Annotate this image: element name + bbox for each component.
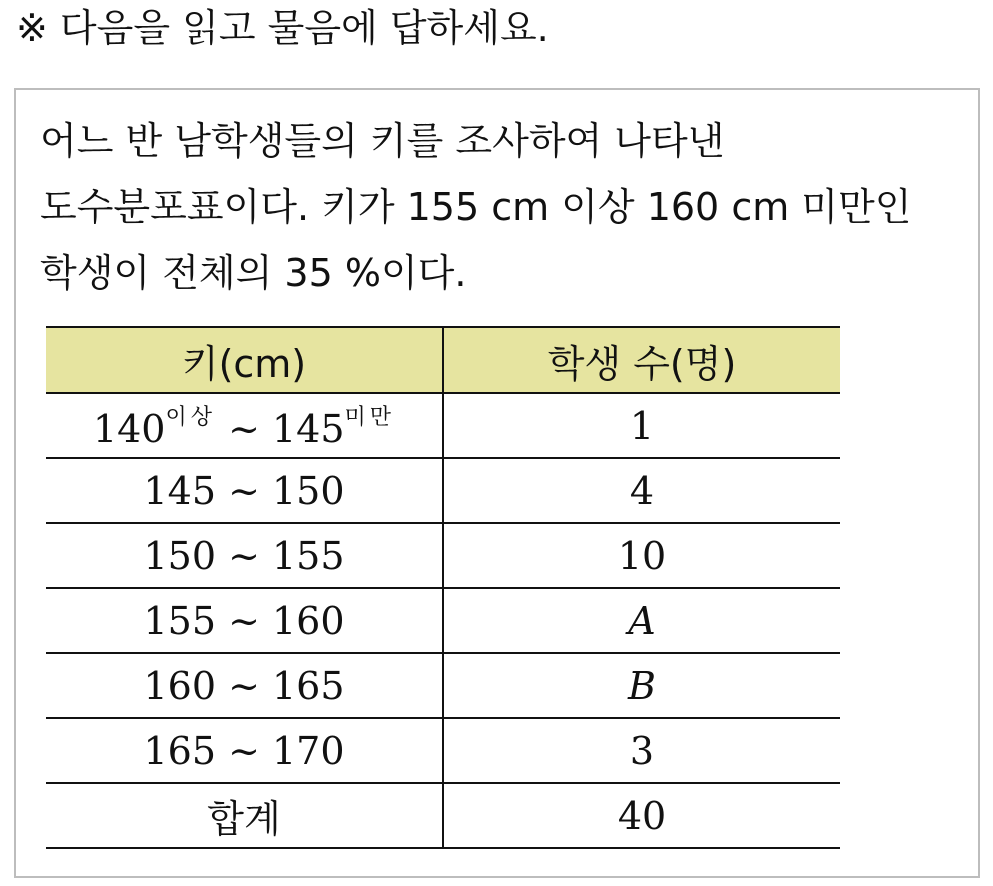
instruction-text: ※ 다음을 읽고 물음에 답하세요. bbox=[16, 6, 549, 50]
range-end-label: 미만 bbox=[344, 405, 396, 430]
table-row bbox=[46, 458, 840, 523]
count-cell-variable-a: A bbox=[443, 588, 840, 653]
range-cell: 150 ~ 155 bbox=[46, 523, 443, 588]
range-cell: 155 ~ 160 bbox=[46, 588, 443, 653]
range-cell: 145 ~ 150 bbox=[46, 458, 443, 523]
table-row bbox=[46, 653, 840, 718]
count-cell: 3 bbox=[443, 718, 840, 783]
table-header-row bbox=[46, 327, 840, 393]
total-count: 40 bbox=[443, 783, 840, 848]
table-row bbox=[46, 393, 840, 458]
table-row bbox=[46, 718, 840, 783]
range-start-label: 이상 bbox=[165, 405, 216, 430]
count-cell: 4 bbox=[443, 458, 840, 523]
frequency-table bbox=[46, 326, 840, 849]
table-row bbox=[46, 588, 840, 653]
range-cell: 160 ~ 165 bbox=[46, 653, 443, 718]
count-cell: 1 bbox=[443, 393, 840, 458]
count-cell-variable-b: B bbox=[443, 653, 840, 718]
table-total-row bbox=[46, 783, 840, 848]
problem-box bbox=[14, 88, 980, 878]
range-end: 145 bbox=[272, 407, 345, 451]
header-student-count: 학생 수(명) bbox=[443, 327, 840, 393]
problem-paragraph bbox=[40, 108, 960, 306]
range-cell bbox=[46, 393, 443, 458]
range-start: 140 bbox=[92, 407, 166, 451]
table-row bbox=[46, 523, 840, 588]
range-separator: ~ bbox=[216, 407, 272, 451]
range-cell: 165 ~ 170 bbox=[46, 718, 443, 783]
paragraph-line-3: 학생이 전체의 35 %이다. bbox=[40, 251, 467, 295]
paragraph-line-2: 도수분포표이다. 키가 155 cm 이상 160 cm 미만인 bbox=[40, 185, 912, 229]
header-height: 키(cm) bbox=[46, 327, 443, 393]
paragraph-line-1: 어느 반 남학생들의 키를 조사하여 나타낸 bbox=[40, 119, 725, 163]
total-label: 합계 bbox=[46, 783, 443, 848]
count-cell: 10 bbox=[443, 523, 840, 588]
